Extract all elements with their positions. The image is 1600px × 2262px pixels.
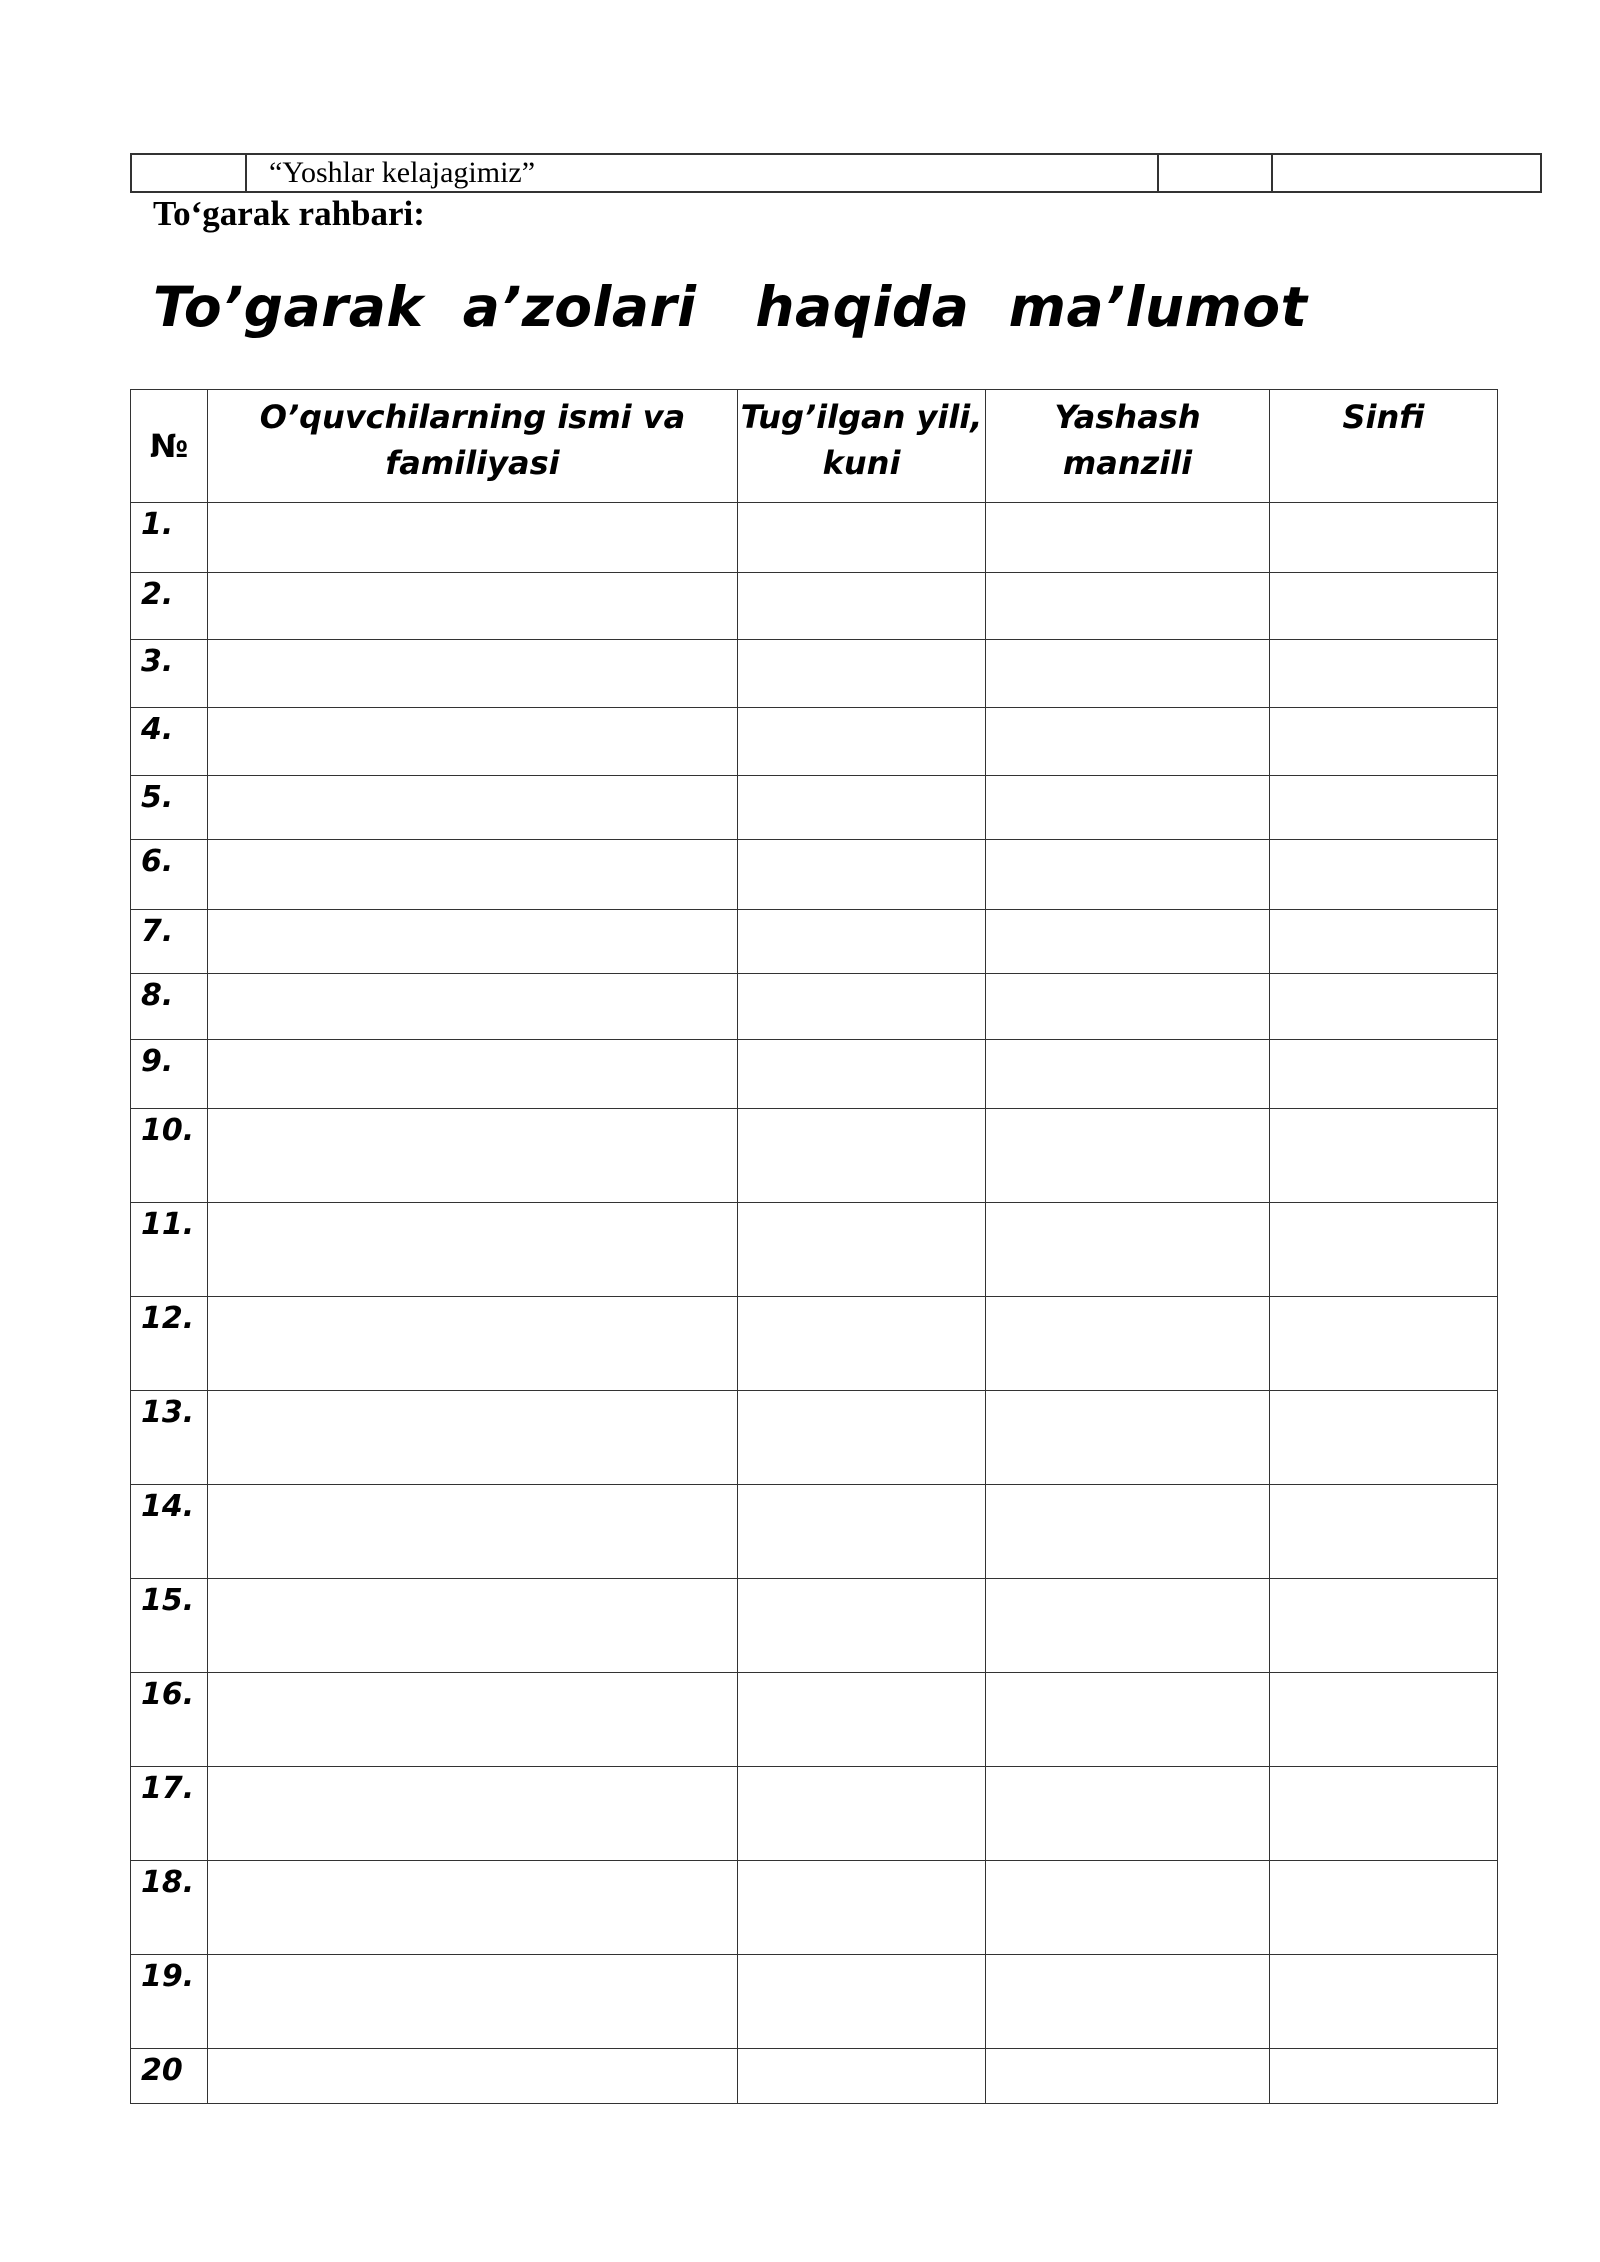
column-header-class: Sinfi [1270,390,1498,503]
club-name: “Yoshlar kelajagimiz” [246,154,1158,192]
table-row [131,1040,1498,1109]
birth-date-cell[interactable] [738,840,986,910]
table-row [131,1391,1498,1485]
table-row [131,776,1498,840]
row-number: 20 [131,2049,208,2104]
class-cell[interactable] [1270,776,1498,840]
name-cell[interactable] [208,1579,738,1673]
header-strip [130,153,1542,193]
birth-date-cell[interactable] [738,640,986,708]
table-row [131,840,1498,910]
birth-date-cell[interactable] [738,708,986,776]
address-cell[interactable] [986,1297,1270,1391]
birth-date-cell[interactable] [738,1109,986,1203]
address-cell[interactable] [986,708,1270,776]
table-row [131,640,1498,708]
class-cell[interactable] [1270,1109,1498,1203]
class-cell[interactable] [1270,910,1498,974]
table-row [131,1767,1498,1861]
name-cell[interactable] [208,1109,738,1203]
column-header-birth-date: Tug’ilgan yili, kuni [738,390,986,503]
birth-date-cell[interactable] [738,503,986,573]
table-row [131,573,1498,640]
row-number: 16. [131,1673,208,1767]
address-cell[interactable] [986,1767,1270,1861]
row-number: 17. [131,1767,208,1861]
class-cell[interactable] [1270,503,1498,573]
name-cell[interactable] [208,840,738,910]
table-row [131,1485,1498,1579]
name-cell[interactable] [208,974,738,1040]
row-number: 3. [131,640,208,708]
address-cell[interactable] [986,1673,1270,1767]
row-number: 15. [131,1579,208,1673]
address-cell[interactable] [986,1391,1270,1485]
class-cell[interactable] [1270,640,1498,708]
address-cell[interactable] [986,1861,1270,1955]
table-row [131,910,1498,974]
table-row [131,1861,1498,1955]
birth-date-cell[interactable] [738,974,986,1040]
birth-date-cell[interactable] [738,1297,986,1391]
row-number: 5. [131,776,208,840]
birth-date-cell[interactable] [738,1579,986,1673]
address-cell[interactable] [986,974,1270,1040]
class-cell[interactable] [1270,1673,1498,1767]
address-cell[interactable] [986,640,1270,708]
name-cell[interactable] [208,1767,738,1861]
birth-date-cell[interactable] [738,1485,986,1579]
table-row [131,1297,1498,1391]
document-title: To’garak a’zolari haqida ma’lumot [153,275,1308,339]
class-cell[interactable] [1270,1040,1498,1109]
name-cell[interactable] [208,1955,738,2049]
birth-date-cell[interactable] [738,776,986,840]
name-cell[interactable] [208,910,738,974]
address-cell[interactable] [986,1485,1270,1579]
row-number: 8. [131,974,208,1040]
name-cell[interactable] [208,1673,738,1767]
class-cell[interactable] [1270,708,1498,776]
birth-date-cell[interactable] [738,1040,986,1109]
table-row [131,974,1498,1040]
row-number: 1. [131,503,208,573]
class-cell[interactable] [1270,1861,1498,1955]
address-cell[interactable] [986,1579,1270,1673]
class-cell[interactable] [1270,573,1498,640]
address-cell[interactable] [986,2049,1270,2104]
club-leader-label: To‘garak rahbari: [153,194,425,233]
members-table [130,389,1498,2104]
class-cell[interactable] [1270,1579,1498,1673]
address-cell[interactable] [986,1109,1270,1203]
row-number: 18. [131,1861,208,1955]
birth-date-cell[interactable] [738,1767,986,1861]
class-cell[interactable] [1270,1767,1498,1861]
column-header-name: O’quvchilarning ismi va familiyasi [208,390,738,503]
row-number: 13. [131,1391,208,1485]
column-header-address: Yashash manzili [986,390,1270,503]
row-number: 11. [131,1203,208,1297]
class-cell[interactable] [1270,1203,1498,1297]
class-cell[interactable] [1270,974,1498,1040]
name-cell[interactable] [208,573,738,640]
class-cell[interactable] [1270,1297,1498,1391]
name-cell[interactable] [208,776,738,840]
members-table-body [131,503,1498,2104]
header-strip-cell-3 [1158,154,1272,192]
address-cell[interactable] [986,1040,1270,1109]
column-header-number: № [131,390,208,503]
name-cell[interactable] [208,708,738,776]
class-cell[interactable] [1270,1391,1498,1485]
birth-date-cell[interactable] [738,1391,986,1485]
table-row [131,1673,1498,1767]
birth-date-cell[interactable] [738,1673,986,1767]
class-cell[interactable] [1270,2049,1498,2104]
address-cell[interactable] [986,1955,1270,2049]
row-number: 12. [131,1297,208,1391]
name-cell[interactable] [208,1485,738,1579]
address-cell[interactable] [986,910,1270,974]
name-cell[interactable] [208,640,738,708]
name-cell[interactable] [208,1040,738,1109]
table-row [131,503,1498,573]
row-number: 10. [131,1109,208,1203]
row-number: 19. [131,1955,208,2049]
address-cell[interactable] [986,573,1270,640]
address-cell[interactable] [986,840,1270,910]
table-row [131,708,1498,776]
birth-date-cell[interactable] [738,573,986,640]
birth-date-cell[interactable] [738,1203,986,1297]
row-number: 9. [131,1040,208,1109]
table-row [131,2049,1498,2104]
address-cell[interactable] [986,1203,1270,1297]
address-cell[interactable] [986,503,1270,573]
birth-date-cell[interactable] [738,1861,986,1955]
name-cell[interactable] [208,1391,738,1485]
row-number: 7. [131,910,208,974]
name-cell[interactable] [208,503,738,573]
header-strip-cell-4 [1272,154,1541,192]
name-cell[interactable] [208,1861,738,1955]
table-row [131,1109,1498,1203]
name-cell[interactable] [208,2049,738,2104]
class-cell[interactable] [1270,1955,1498,2049]
address-cell[interactable] [986,776,1270,840]
row-number: 2. [131,573,208,640]
birth-date-cell[interactable] [738,910,986,974]
table-row [131,1579,1498,1673]
class-cell[interactable] [1270,840,1498,910]
birth-date-cell[interactable] [738,2049,986,2104]
class-cell[interactable] [1270,1485,1498,1579]
name-cell[interactable] [208,1297,738,1391]
row-number: 6. [131,840,208,910]
header-strip-cell-1 [131,154,246,192]
row-number: 4. [131,708,208,776]
name-cell[interactable] [208,1203,738,1297]
table-header-row [131,390,1498,503]
table-row [131,1203,1498,1297]
row-number: 14. [131,1485,208,1579]
birth-date-cell[interactable] [738,1955,986,2049]
table-row [131,1955,1498,2049]
